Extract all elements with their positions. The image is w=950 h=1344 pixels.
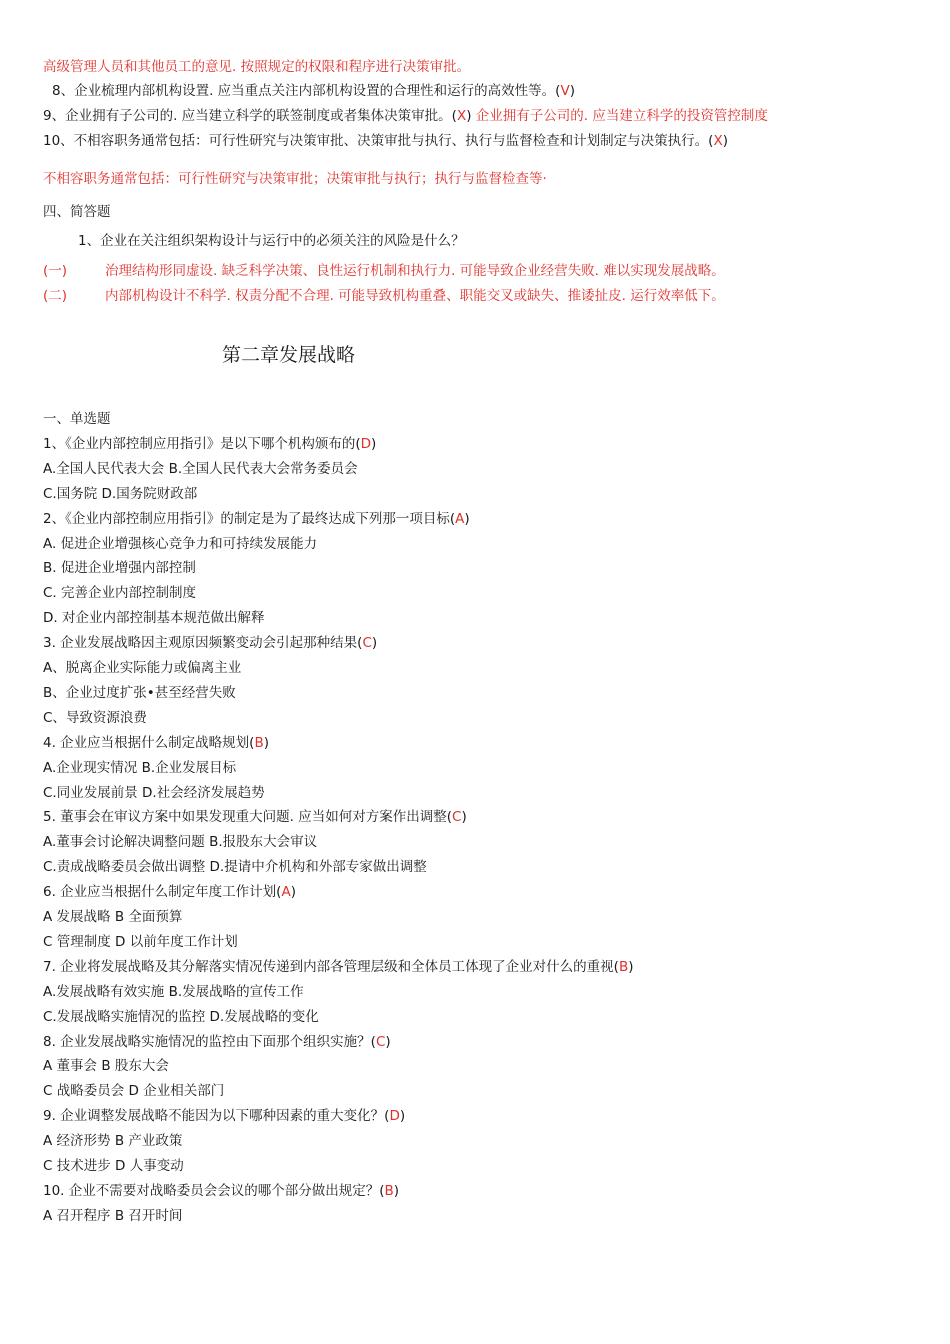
answer-option: C.发展战略实施情况的监控 D.发展战略的变化 — [43, 1009, 319, 1025]
answer-option: A 董事会 B 股东大会 — [43, 1058, 169, 1074]
paren-close: ) — [466, 108, 472, 124]
question-text: 8. 企业发展战略实施情况的监控由下面那个组织实施？( — [43, 1034, 376, 1050]
answer-text: 治理结构形同虚设. 缺乏科学决策、良性运行机制和执行力. 可能导致企业经营失败. 难以实现发展战略。 — [105, 263, 725, 279]
answer-option: A.董事会讨论解决调整问题 B.报股东大会审议 — [43, 834, 318, 850]
answer-option: A 召开程序 B 召开时间 — [43, 1208, 183, 1224]
answer-option: A.企业现实情况 B.企业发展目标 — [43, 760, 237, 776]
paren-close: ) — [628, 959, 634, 975]
answer-label: (二) — [43, 288, 68, 304]
mc-question — [43, 1107, 405, 1125]
question-text: 9、企业拥有子公司的. 应当建立科学的联签制度或者集体决策审批。( — [43, 108, 457, 124]
paren-close: ) — [461, 809, 467, 825]
mc-question — [43, 883, 296, 901]
answer-mark: X — [456, 108, 467, 124]
answer-option: B、企业过度扩张•甚至经营失败 — [43, 685, 236, 701]
section-heading-short-answer: 四、简答题 — [43, 204, 111, 220]
prev-answer-continuation: 高级管理人员和其他员工的意见. 按照规定的权限和程序进行决策审批。 — [43, 59, 471, 75]
short-answer-question-1: 1、企业在关注组织架构设计与运行中的必须关注的风险是什么？ — [78, 233, 465, 249]
paren-close: ) — [290, 884, 296, 900]
question-text: 4. 企业应当根据什么制定战略规划( — [43, 735, 255, 751]
paren-close: ) — [385, 1034, 391, 1050]
answer-option: C 技术进步 D 人事变动 — [43, 1158, 184, 1174]
mc-question — [43, 734, 269, 752]
answer-option: A 经济形势 B 产业政策 — [43, 1133, 183, 1149]
mc-question — [43, 435, 376, 453]
answer-mark: B — [384, 1183, 394, 1199]
answer-mark: D — [389, 1108, 400, 1124]
answer-option: A.发展战略有效实施 B.发展战略的宣传工作 — [43, 984, 304, 1000]
answer-mark: B — [618, 959, 629, 975]
mc-question — [43, 808, 467, 826]
answer-item-1 — [43, 262, 725, 280]
answer-item-2 — [43, 287, 725, 305]
question-text: 2、《企业内部控制应用指引》的制定是为了最终达成下列那一项目标( — [43, 511, 456, 527]
answer-option: C.同业发展前景 D.社会经济发展趋势 — [43, 785, 265, 801]
answer-option: A 发展战略 B 全面预算 — [43, 909, 183, 925]
question-10 — [43, 132, 728, 150]
question-9 — [43, 107, 768, 125]
answer-option: C 战略委员会 D 企业相关部门 — [43, 1083, 225, 1099]
question-text: 7. 企业将发展战略及其分解落实情况传递到内部各管理层级和全体员工体现了企业对什么的重视( — [43, 959, 619, 975]
answer-option: A.全国人民代表大会 B.全国人民代表大会常务委员会 — [43, 461, 358, 477]
mc-question — [43, 1182, 399, 1200]
answer-mark: C — [375, 1034, 386, 1050]
answer-mark: A — [455, 511, 465, 527]
question-text: 9. 企业调整发展战略不能因为以下哪种因素的重大变化？( — [43, 1108, 390, 1124]
paren-close: ) — [371, 635, 378, 651]
question-text: 3. 企业发展战略因主观原因频繁变动会引起那种结果( — [43, 635, 363, 651]
paren-close: ) — [263, 735, 269, 751]
answer-label: (一) — [43, 263, 68, 279]
answer-text: 内部机构设计不科学. 权责分配不合理. 可能导致机构重叠、职能交叉或缺失、推诿扯皮. 运行效率低下。 — [105, 288, 725, 304]
question-text: 10. 企业不需要对战略委员会会议的哪个部分做出规定？( — [43, 1183, 385, 1199]
answer-mark: X — [713, 133, 723, 149]
answer-option: A、脱离企业实际能力或偏离主业 — [43, 660, 242, 676]
mc-question — [43, 958, 633, 976]
answer-mark: A — [281, 884, 291, 900]
mc-question — [43, 634, 377, 652]
answer-option: C、导致资源浪费 — [43, 710, 147, 726]
paren-close: ) — [464, 511, 470, 527]
chapter-title: 第二章发展战略 — [222, 344, 356, 366]
answer-option: C. 完善企业内部控制制度 — [43, 585, 197, 601]
mc-question — [43, 1033, 391, 1051]
answer-mark: V — [560, 83, 570, 99]
question-text: 5. 董事会在审议方案中如果发现重大问题. 应当如何对方案作出调整( — [43, 809, 453, 825]
question-text: 10、不相容职务通常包括：可行性研究与决策审批、决策审批与执行、执行与监督检查和计划制定与决策执行。( — [43, 133, 714, 149]
answer-option: D. 对企业内部控制基本规范做出解释 — [43, 610, 265, 626]
answer-option: C.责成战略委员会做出调整 D.提请中介机构和外部专家做出调整 — [43, 859, 427, 875]
question-text: 8、企业梳理内部机构设置. 应当重点关注内部机构设置的合理性和运行的高效性等。( — [52, 83, 561, 99]
section-heading-single-choice: 一、单选题 — [43, 411, 111, 427]
paren-close: ) — [399, 1108, 406, 1124]
answer-mark: C — [362, 635, 372, 651]
correction-note: 企业拥有子公司的. 应当建立科学的投资管控制度 — [471, 108, 768, 124]
question-8 — [52, 82, 575, 100]
paren-close: ) — [371, 436, 377, 452]
question-text: 1、《企业内部控制应用指引》是以下哪个机构颁布的( — [43, 436, 361, 452]
answer-mark: B — [254, 735, 264, 751]
answer-option: A. 促进企业增强核心竞争力和可持续发展能力 — [43, 536, 318, 552]
answer-mark: D — [360, 436, 372, 452]
mc-question — [43, 510, 470, 528]
correction-note-10: 不相容职务通常包括：可行性研究与决策审批；决策审批与执行；执行与监督检查等· — [43, 171, 547, 187]
answer-option: B. 促进企业增强内部控制 — [43, 560, 196, 576]
paren-close: ) — [393, 1183, 400, 1199]
question-text: 6. 企业应当根据什么制定年度工作计划( — [43, 884, 282, 900]
paren-close: ) — [569, 83, 575, 99]
answer-option: C.国务院 D.国务院财政部 — [43, 486, 198, 502]
answer-mark: C — [452, 809, 462, 825]
answer-option: C 管理制度 D 以前年度工作计划 — [43, 934, 238, 950]
paren-close: ) — [722, 133, 728, 149]
